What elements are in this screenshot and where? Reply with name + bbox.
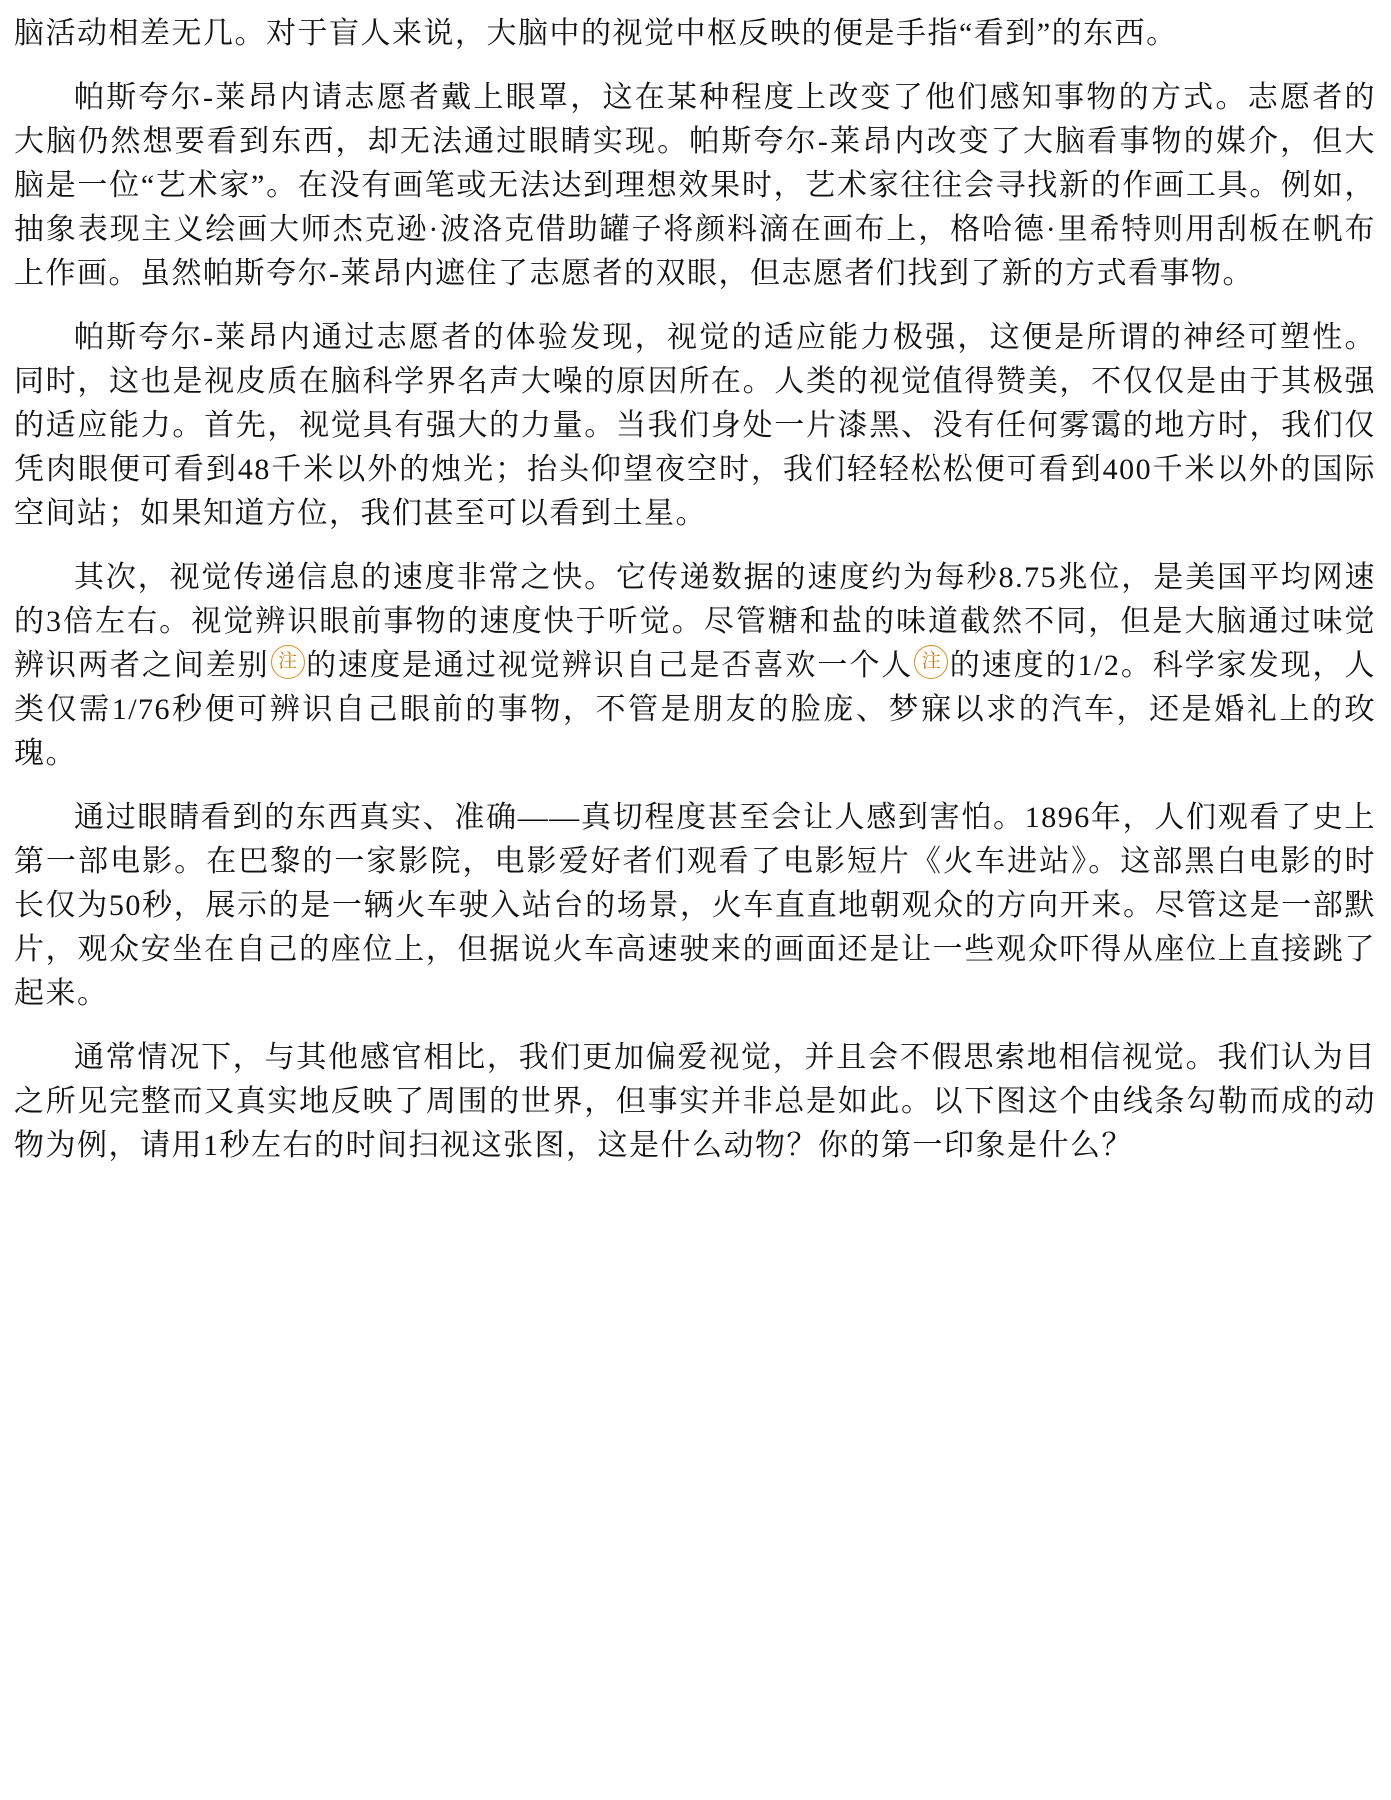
paragraph-text-segment: 的速度是通过视觉辨识自己是否喜欢一个人 xyxy=(305,649,914,682)
paragraph-train-film: 通过眼睛看到的东西真实、准确——真切程度甚至会让人感到害怕。1896年，人们观看了史上第一部电影。在巴黎的一家影院，电影爱好者们观看了电影短片《火车进站》。这部黑白电影的时长仅为50秒，展示的是一辆火车驶入站台的场景，火车直直地朝观众的方向开来。尽管这是一部默片，观众安坐在自己的座位上，但据说火车高速驶来的画面还是让一些观众吓得从座位上直接跳了起来。 xyxy=(14,801,1376,1010)
paragraph-continuation: 脑活动相差无几。对于盲人来说，大脑中的视觉中枢反映的便是手指“看到”的东西。 xyxy=(14,17,1178,50)
paragraph-vision-speed xyxy=(14,556,1376,776)
footnote-icon[interactable]: 注 xyxy=(271,645,305,679)
paragraph-blindfold-experiment: 帕斯夸尔-莱昂内请志愿者戴上眼罩，这在某种程度上改变了他们感知事物的方式。志愿者的大脑仍然想要看到东西，却无法通过眼睛实现。帕斯夸尔-莱昂内改变了大脑看事物的媒介，但大脑是一位“艺术家”。在没有画笔或无法达到理想效果时，艺术家往往会寻找新的作画工具。例如，抽象表现主义绘画大师杰克逊·波洛克借助罐子将颜料滴在画布上，格哈德·里希特则用刮板在帆布上作画。虽然帕斯夸尔-莱昂内遮住了志愿者的双眼，但志愿者们找到了新的方式看事物。 xyxy=(14,81,1376,290)
paragraph-text-segment: 其次，视觉传递信息的速度非常之快。它传递数据的速度约为每秒8.75兆位，是美国平均网速的3倍左右。视觉辨识眼前事物的速度快于听觉。尽管糖和盐的味道截然不同，但是大脑通过味觉辨识两者之间差别 xyxy=(14,561,1376,682)
paragraph-visual-preference: 通常情况下，与其他感官相比，我们更加偏爱视觉，并且会不假思索地相信视觉。我们认为目之所见完整而又真实地反映了周围的世界，但事实并非总是如此。以下图这个由线条勾勒而成的动物为例，请用1秒左右的时间扫视这张图，这是什么动物？你的第一印象是什么？ xyxy=(14,1041,1376,1162)
footnote-icon[interactable]: 注 xyxy=(914,645,948,679)
document-page xyxy=(14,12,1376,1188)
paragraph-text-segment: 的速度的1/2。科学家发现，人类仅需1/76秒便可辨识自己眼前的事物，不管是朋友的脸庞、梦寐以求的汽车，还是婚礼上的玫瑰。 xyxy=(14,649,1377,770)
paragraph-neuroplasticity: 帕斯夸尔-莱昂内通过志愿者的体验发现，视觉的适应能力极强，这便是所谓的神经可塑性。同时，这也是视皮质在脑科学界名声大噪的原因所在。人类的视觉值得赞美，不仅仅是由于其极强的适应能力。首先，视觉具有强大的力量。当我们身处一片漆黑、没有任何雾霭的地方时，我们仅凭肉眼便可看到48千米以外的烛光；抬头仰望夜空时，我们轻轻松松便可看到400千米以外的国际空间站；如果知道方位，我们甚至可以看到土星。 xyxy=(14,321,1376,530)
